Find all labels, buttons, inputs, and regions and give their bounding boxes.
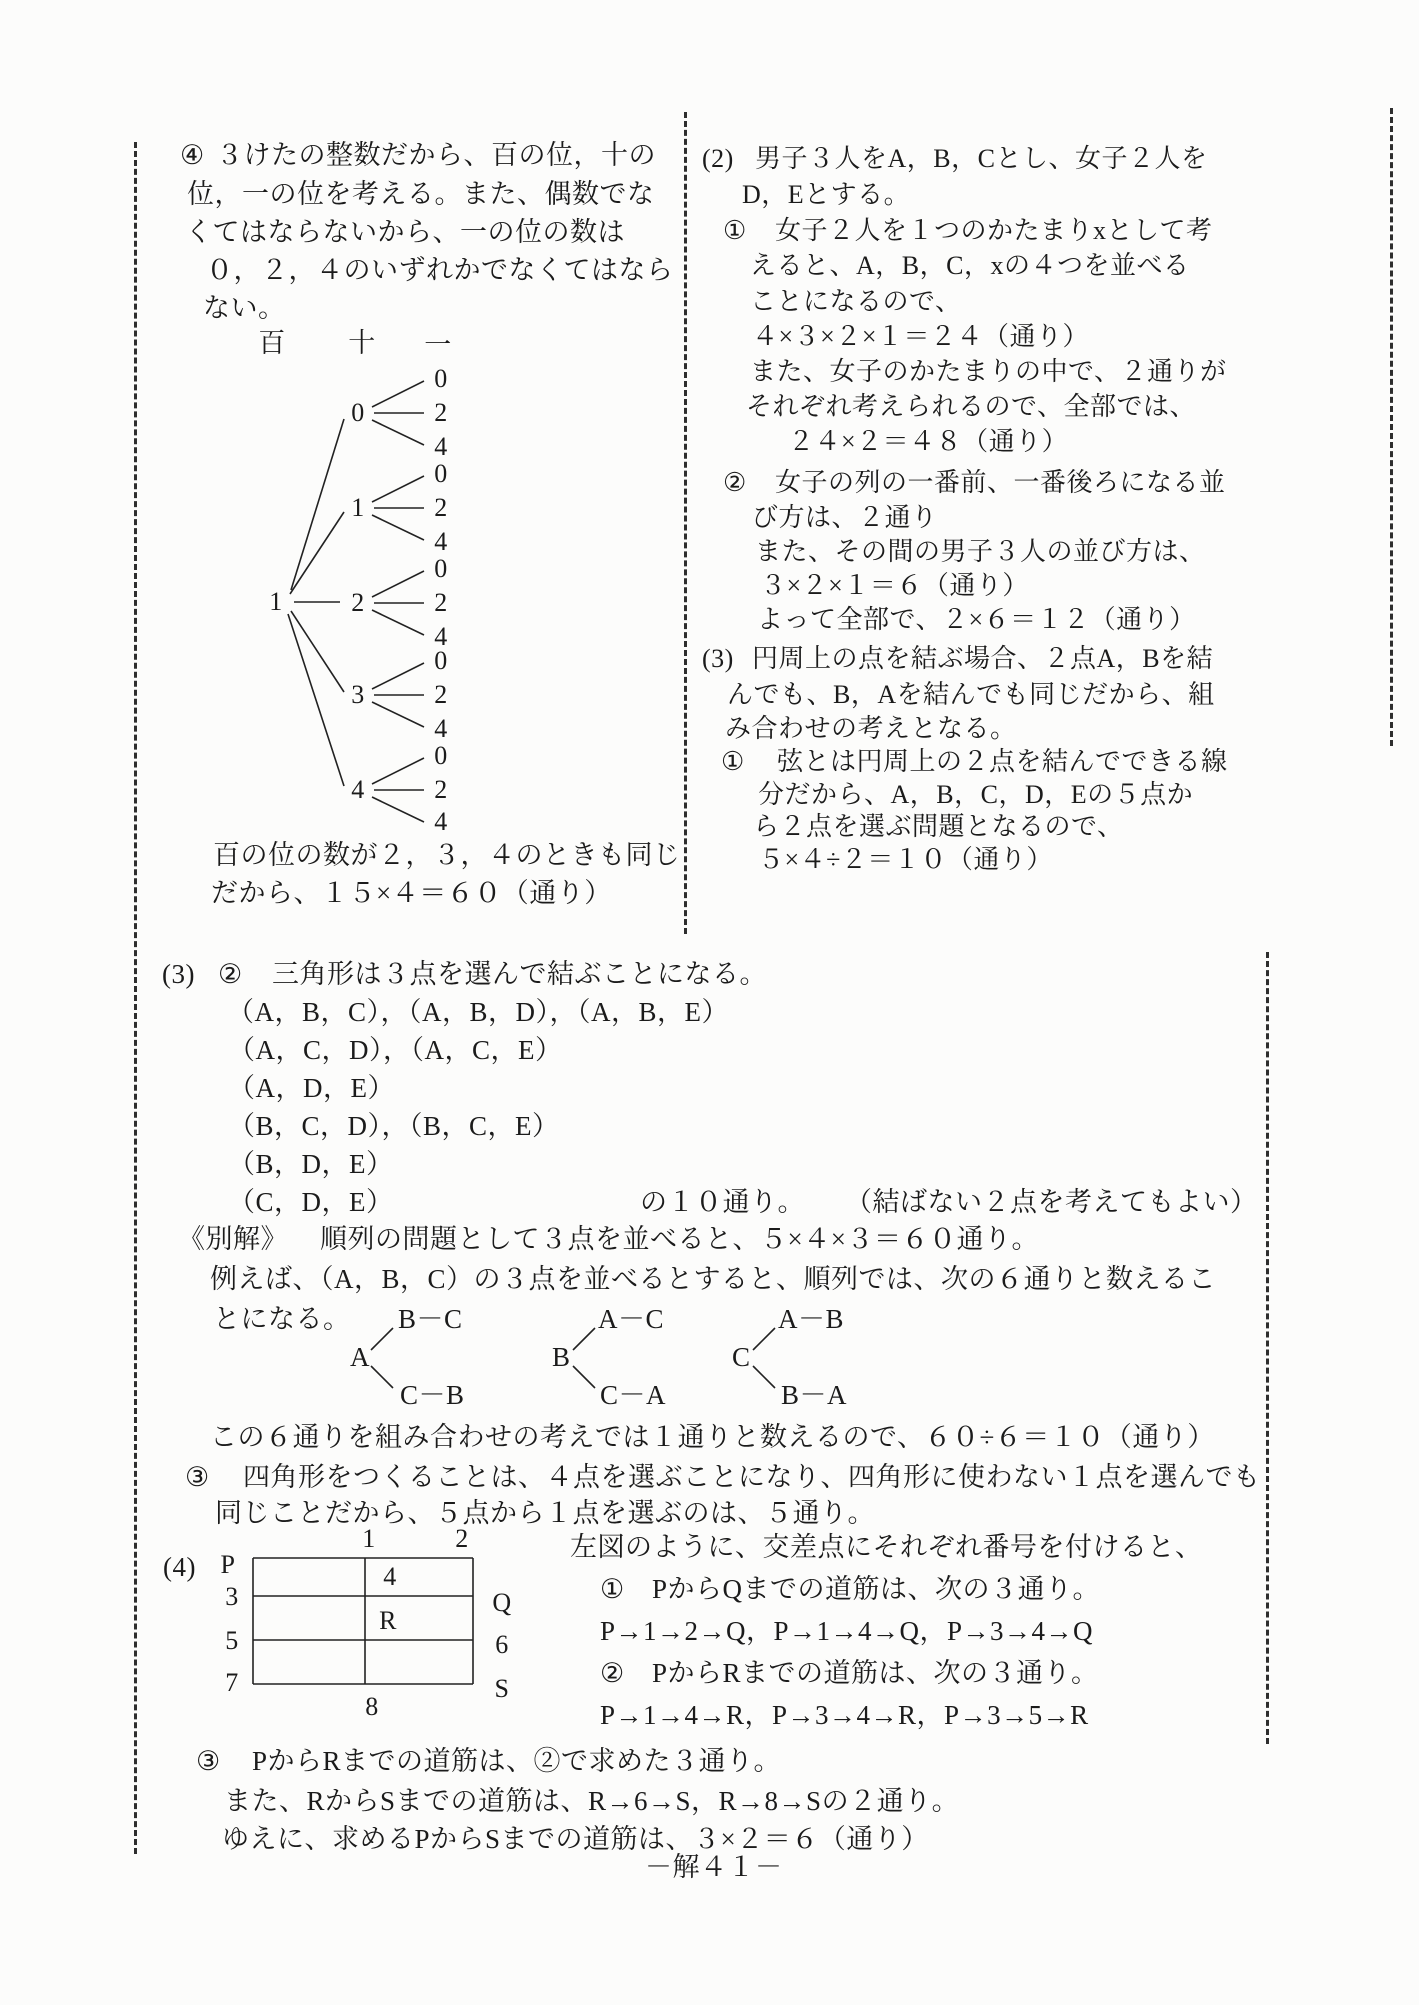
section3-line: み合わせの考えとなる。 — [725, 714, 1017, 743]
middle-section3-marker: (3) — [162, 959, 195, 989]
tree-leaf: 0 — [434, 554, 448, 583]
permutation-tree-connectors — [371, 1328, 775, 1388]
alt-solution-line: とになる。 — [213, 1304, 351, 1334]
section2-line: それぞれ考えられるので、全部では、 — [746, 392, 1196, 421]
tree-leaf: 4 — [434, 622, 448, 651]
section4-item1-routes: P→1→2→Q，P→1→4→Q，P→3→4→Q — [600, 1616, 1094, 1646]
section3-line: んでも、B，Aを結んでも同じだから、組 — [727, 680, 1215, 709]
tree-header-tens: 十 — [348, 328, 376, 358]
combination-list-line: （C，D，E） — [228, 1187, 394, 1217]
section2-line: び方は、２通り — [752, 503, 938, 532]
section4-item3-marker: ③ — [196, 1746, 221, 1776]
section3-marker: (3) — [702, 644, 734, 673]
tree-tens-node: 2 — [351, 588, 365, 617]
grid-label-7: 7 — [225, 1668, 239, 1697]
middle-heading: 三角形は３点を選んで結ぶことになる。 — [272, 959, 767, 989]
item4-line: ０，２，４のいずれかでなくてはなら — [206, 255, 674, 285]
section3-item1-marker: ① — [721, 747, 745, 776]
section4-marker: (4) — [163, 1552, 196, 1582]
section2-line: 男子３人をA，B，Cとし、女子２人を — [755, 144, 1208, 173]
tree-leaf: 0 — [434, 741, 448, 770]
perm-tree-branch: A－B — [778, 1304, 845, 1334]
section3-line: 円周上の点を結ぶ場合、２点A，Bを結 — [752, 644, 1214, 673]
tree-leaf: 0 — [434, 364, 448, 393]
section2-item1-marker: ① — [723, 216, 747, 245]
item4-line: ３けたの整数だから、百の位，十の — [216, 140, 656, 170]
perm-tree-branch: A－C — [598, 1304, 665, 1334]
section3-line: 分だから、A，B，C，D，Eの５点か — [758, 780, 1194, 809]
section2-line: 女子の列の一番前、一番後ろになる並 — [775, 468, 1226, 497]
section3-formula: ５×４÷２＝１０（通り） — [758, 845, 1053, 874]
section4-item2-text: PからRまでの道筋は、次の３通り。 — [652, 1658, 1099, 1688]
combination-list-line: （A，C，D），（A，C，E） — [228, 1035, 563, 1065]
perm-tree-branch: B－C — [398, 1304, 463, 1334]
section3-line: ら２点を選ぶ問題となるので、 — [753, 812, 1124, 841]
combination-count: の１０通り。 — [640, 1187, 805, 1217]
tree-leaf: 0 — [434, 459, 448, 488]
item4-line: ない。 — [203, 293, 286, 323]
page-number: －解４１－ — [645, 1852, 783, 1882]
tree-leaf: 2 — [434, 588, 448, 617]
item4-conclusion-line: 百の位の数が２，３，４のときも同じ — [213, 840, 681, 870]
tree-leaf: 4 — [434, 714, 448, 743]
perm-tree-branch: B－A — [781, 1380, 848, 1410]
grid-label-4: 4 — [383, 1562, 397, 1591]
section2-line: また、女子のかたまりの中で、２通りが — [750, 357, 1227, 386]
item4-line: 位，一の位を考える。また、偶数でな — [187, 179, 655, 209]
grid-label-3: 3 — [225, 1582, 239, 1611]
grid-label-R: R — [379, 1606, 397, 1635]
grid-label-P: P — [220, 1550, 236, 1579]
middle-item3-line: 四角形をつくることは、４点を選ぶことになり、四角形に使わない１点を選んでも — [243, 1462, 1261, 1492]
section2-item2-marker: ② — [723, 468, 747, 497]
combination-list-line: （A，B，C），（A，B，D），（A，B，E） — [227, 997, 730, 1027]
section2-formula: ４×３×２×１＝２４（通り） — [752, 322, 1089, 351]
section2-formula: よって全部で、２×６＝１２（通り） — [757, 605, 1196, 634]
tree-tens-node: 4 — [351, 775, 365, 804]
grid-label-Q: Q — [492, 1588, 512, 1617]
item4-marker: ④ — [180, 140, 205, 170]
section2-formula: ２４×２＝４８（通り） — [788, 427, 1069, 456]
tree-tens-node: 1 — [351, 493, 365, 522]
section4-item3-line: また、RからSまでの道筋は、R→6→S，R→8→Sの２通り。 — [224, 1786, 960, 1816]
section2-line: D，Eとする。 — [742, 180, 911, 209]
tree-leaf: 4 — [434, 527, 448, 556]
alt-solution-line: 例えば、（A，B，C）の３点を並べるとすると、順列では、次の６通りと数えるこ — [210, 1264, 1217, 1294]
tree-leaf: 2 — [434, 680, 448, 709]
section2-marker: (2) — [702, 144, 734, 173]
item4-line: くてはならないから、一の位の数は — [185, 217, 625, 247]
item4-conclusion-line: だから、１５×４＝６０（通り） — [211, 878, 612, 908]
alt-solution-label: 《別解》 — [178, 1224, 288, 1254]
middle-item3-marker: ③ — [185, 1462, 210, 1492]
section2-line: ことになるので、 — [750, 287, 962, 316]
perm-tree-root: A — [350, 1342, 370, 1372]
combination-list-line: （B，C，D），（B，C，E） — [228, 1111, 560, 1141]
alt-solution-line: この６通りを組み合わせの考えでは１通りと数えるので、６０÷６＝１０（通り） — [210, 1422, 1215, 1452]
section4-intro: 左図のように、交差点にそれぞれ番号を付けると、 — [570, 1532, 1203, 1562]
section2-line: えると、A，B，C，xの４つを並べる — [750, 251, 1190, 280]
grid-label-5: 5 — [225, 1626, 239, 1655]
section4-item1-marker: ① — [600, 1574, 625, 1604]
tree-leaf: 2 — [434, 493, 448, 522]
combination-note: （結ばない２点を考えてもよい） — [845, 1187, 1258, 1217]
grid-label-S: S — [494, 1674, 510, 1703]
section4-item1-text: PからQまでの道筋は、次の３通り。 — [652, 1574, 1101, 1604]
grid-label-1: 1 — [362, 1524, 376, 1553]
grid-label-6: 6 — [495, 1630, 509, 1659]
street-grid — [253, 1558, 473, 1684]
tree-header-ones: 一 — [424, 330, 452, 360]
tree-root: 1 — [269, 587, 283, 616]
alt-solution-line: 順列の問題として３点を並べると、５×４×３＝６０通り。 — [320, 1224, 1039, 1254]
tree-leaf: 0 — [434, 646, 448, 675]
section3-line: 弦とは円周上の２点を結んでできる線 — [777, 747, 1228, 776]
perm-tree-branch: C－B — [400, 1380, 465, 1410]
grid-label-8: 8 — [365, 1692, 379, 1721]
perm-tree-branch: C－A — [600, 1380, 667, 1410]
middle-item3-line: 同じことだから、５点から１点を選ぶのは、５通り。 — [215, 1498, 875, 1528]
tree-header-hundreds: 百 — [258, 328, 286, 358]
tree-leaf: 4 — [434, 432, 448, 461]
tree-tens-node: 3 — [351, 680, 365, 709]
combination-list-line: （B，D，E） — [228, 1149, 394, 1179]
perm-tree-root: C — [732, 1342, 751, 1372]
middle-item2-marker: ② — [218, 959, 243, 989]
section2-line: また、その間の男子３人の並び方は、 — [755, 537, 1206, 566]
section2-formula: ３×２×１＝６（通り） — [760, 571, 1029, 600]
tree-leaf: 2 — [434, 775, 448, 804]
section4-item2-marker: ② — [600, 1658, 625, 1688]
tree-leaf: 4 — [434, 807, 448, 836]
tree-tens-node: 0 — [351, 398, 365, 427]
perm-tree-root: B — [552, 1342, 571, 1372]
section2-line: 女子２人を１つのかたまりxとして考 — [775, 216, 1213, 245]
section4-item3-line: PからRまでの道筋は、②で求めた３通り。 — [252, 1746, 782, 1776]
section4-item2-routes: P→1→4→R，P→3→4→R，P→3→5→R — [600, 1700, 1089, 1730]
section4-item3-line: ゆえに、求めるPからSまでの道筋は、３×２＝６（通り） — [222, 1824, 929, 1854]
combination-list-line: （A，D，E） — [228, 1073, 395, 1103]
grid-label-2: 2 — [455, 1524, 469, 1553]
tree-leaf: 2 — [434, 398, 448, 427]
